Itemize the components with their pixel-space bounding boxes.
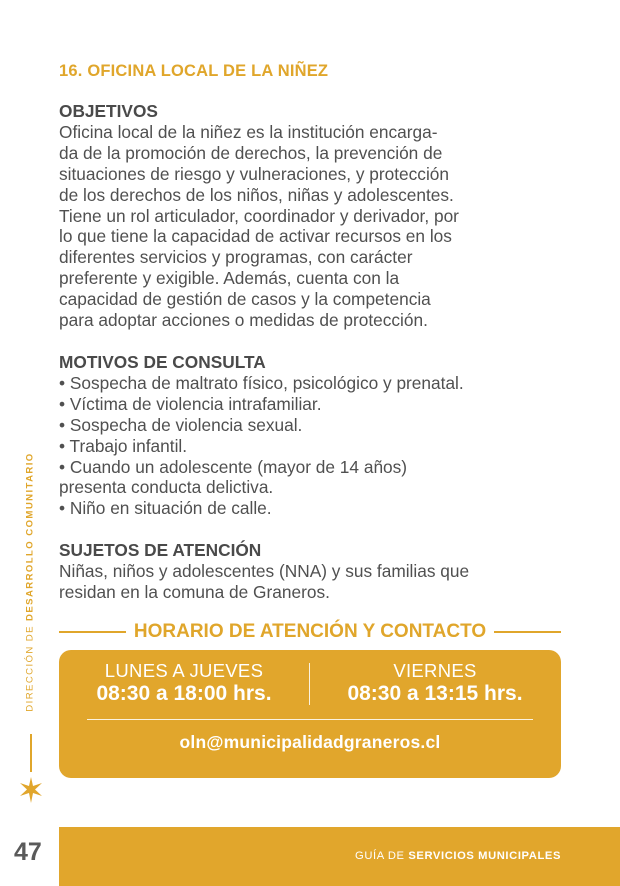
side-label-text xyxy=(25,452,36,711)
text-line: Niñas, niños y adolescentes (NNA) y sus familias que xyxy=(59,561,470,582)
schedule-header xyxy=(59,620,561,644)
weekdays-hours: 08:30 a 18:00 hrs. xyxy=(96,682,272,705)
schedule-weekdays xyxy=(59,660,309,706)
side-label xyxy=(18,442,42,722)
footer-prefix: GUÍA DE xyxy=(355,850,409,862)
friday-hours: 08:30 a 13:15 hrs. xyxy=(347,682,523,705)
objetivos-paragraph xyxy=(59,122,564,331)
sujetos-paragraph xyxy=(59,561,564,603)
contact-email[interactable]: oln@municipalidadgraneros.cl xyxy=(179,732,441,752)
horizontal-divider xyxy=(87,719,533,720)
list-item: • Sospecha de violencia sexual. xyxy=(59,414,303,435)
text-line: capacidad de gestión de casos y la competencia xyxy=(59,289,431,310)
text-line: Tiene un rol articulador, coordinador y derivador, por xyxy=(59,205,459,226)
list-item: presenta conducta delictiva. xyxy=(59,477,274,498)
objetivos-heading: OBJETIVOS xyxy=(59,101,158,121)
text-line: residan en la comuna de Graneros. xyxy=(59,582,330,603)
text-line: preferente y exigible. Además, cuenta con la xyxy=(59,268,400,289)
footer-bold: SERVICIOS MUNICIPALES xyxy=(408,850,561,862)
friday-label: VIERNES xyxy=(393,660,477,681)
page-number: 47 xyxy=(14,838,42,866)
text-line: lo que tiene la capacidad de activar recursos en los xyxy=(59,226,452,247)
footer-bar xyxy=(59,827,620,886)
weekdays-label: LUNES A JUEVES xyxy=(104,660,264,681)
header-rule-left xyxy=(59,631,126,633)
text-line: da de la promoción de derechos, la prevención de xyxy=(59,142,443,163)
objetivos-block xyxy=(59,101,564,331)
page-content xyxy=(59,101,564,624)
list-item: • Cuando un adolescente (mayor de 14 años) xyxy=(59,456,408,477)
sujetos-heading: SUJETOS DE ATENCIÓN xyxy=(59,540,262,561)
side-label-prefix: DIRECCIÓN DE xyxy=(24,620,36,712)
sujetos-block xyxy=(59,540,564,603)
motivos-block xyxy=(59,352,564,519)
text-line: situaciones de riesgo y vulneraciones, y protección xyxy=(59,163,450,184)
text-line: para adoptar acciones o medidas de protección. xyxy=(59,310,428,331)
list-item: • Sospecha de maltrato físico, psicológico y prenatal. xyxy=(59,372,464,393)
motivos-heading: MOTIVOS DE CONSULTA xyxy=(59,351,266,372)
list-item: • Trabajo infantil. xyxy=(59,435,188,456)
text-line: diferentes servicios y programas, con carácter xyxy=(59,247,413,268)
list-item: • Víctima de violencia intrafamiliar. xyxy=(59,393,322,414)
schedule-card xyxy=(59,650,561,778)
header-rule-right xyxy=(494,631,561,633)
footer-text xyxy=(355,850,561,862)
star-icon xyxy=(19,777,43,803)
side-label-bold: DESARROLLO COMUNITARIO xyxy=(24,452,36,621)
section-title: 16. OFICINA LOCAL DE LA NIÑEZ xyxy=(59,62,329,80)
list-item: • Niño en situación de calle. xyxy=(59,498,272,519)
text-line: Oficina local de la niñez es la institución encarga- xyxy=(59,121,438,142)
schedule-friday xyxy=(310,660,560,706)
motivos-list xyxy=(59,373,564,519)
schedule-title: HORARIO DE ATENCIÓN Y CONTACTO xyxy=(133,621,487,642)
side-divider xyxy=(30,734,32,772)
text-line: de los derechos de los niños, niñas y adolescentes. xyxy=(59,184,454,205)
